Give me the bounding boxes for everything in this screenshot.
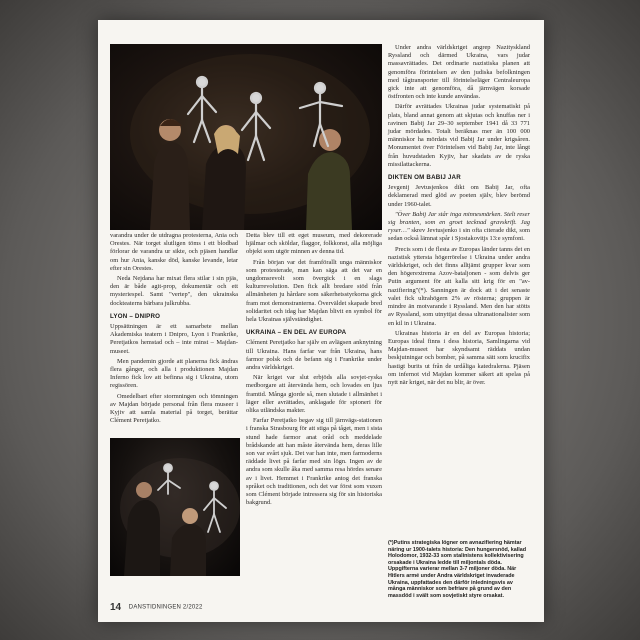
section-heading: LYON – DNIPRO bbox=[110, 312, 161, 320]
paragraph: Jevgenij Jevtusjenkos dikt om Babij Jar, ofta deklamerad med glöd av poeten själv, blev berömd under 1960-talet. bbox=[388, 184, 530, 208]
magazine-page bbox=[98, 20, 544, 622]
stage-photo-illustration bbox=[110, 44, 382, 230]
stage-photo-puppets bbox=[110, 438, 240, 576]
paragraph: Clément Peretjatko har själv en avlägsen anknytning till Ukraina. Hans farfar var från Ukraina, hans farmor polsk och de befann sig i Frankrike under andra världskriget. bbox=[246, 339, 382, 372]
footnote: (*)Putins strategiska lögner om avnazifiering hämtar näring ur 1900-talets historia: Den hungersnöd, kallad Holodomor, 1932-33 som stalinistens kollektivisering orsakade i Ukraina ledde till miljontals döda. Uppgifterna varierar mellan 3-7 miljoner döda. När Hitlers armé under Andra världskriget invaderade Ukraina, uppfattades den därför inledningsvis av många människor som befriare på grund av den massdöd i svält som sovjetiskt styre orsakat. bbox=[388, 540, 527, 599]
page-footer bbox=[110, 602, 530, 616]
column-3 bbox=[388, 44, 530, 389]
paragraph: Men pandemin gjorde att planerna fick ändras flera gånger, och alla i produktionen Majdan Inferno fick lov att befinna sig i Ukraina, utom regissören. bbox=[110, 357, 238, 390]
paragraph: Under andra världskriget angrep Nazityskland Ryssland och därmed Ukraina, vars judar massavrättades. Det ordinarie nazistiska planen att genomföra förintelsen av den judiska befolkningen med tågtransporter till förintelseläger Centraleuropa gick inte att genomföra, då järnvägen korsade östfronten och inte kunde användas. bbox=[388, 44, 530, 101]
page-number: 14 bbox=[110, 602, 122, 613]
section-heading: DIKTEN OM BABIJ JAR bbox=[388, 174, 461, 182]
stage-photo-illustration-2 bbox=[110, 438, 240, 576]
paragraph: När kriget var slut erbjöds alla sovjet-ryska medborgare att återvända hem, och lovades en ljus framtid. Många gjorde så, men slutade i allmänhet i läger eller avrättades, anklagade för spioneri för olika utländska makter. bbox=[246, 374, 382, 415]
paragraph: Neda Nejdana har mixat flera stilar i sin pjäs, den är både agit-prop, dokumentär och ett mysteriespel. Samt "vertep", den ukrainska dockteaterns bärbara julkrubba. bbox=[110, 275, 238, 307]
paragraph: Omedelbart efter stormningen och tömningen av Majdan började personal från flera museer i Kyjiv att samla material på torget, berättar Clément Peretjatko. bbox=[110, 392, 238, 425]
magazine-issue: DANSTIDNINGEN 2/2022 bbox=[128, 604, 203, 611]
paragraph: Uppsättningen är ett samarbete mellan Akademiska teatern i Dnipro, Lyon i Frankrike, Peretjatkos hemstad och – inte minst – Majdan-museet. bbox=[110, 323, 238, 355]
paragraph: Ukrainas historia är en del av Europas historia; Europas ideal finns i dess historia, Samlingarna vid Majdan-museet har skyndsamt räddats undan beskjutningar och bomber, på samma sätt som krucifix hastigt burits ut från de urdåliga katedralerna. Pjäsen om infernot vid Majdan kommer säkert att spelas på nytt när kriget, när det nu blir, är över. bbox=[388, 329, 530, 386]
poem-quote: "Över Babij Jar står inga minnesmärken. Stelt reser sig branten, som en groet tecknad gravskrift. Jag ryser…" bbox=[388, 210, 530, 235]
paragraph: Precis som i de flesta av Europas länder tanns det en nazistisk yttersta högerrörelse i Ukraina under andra världskriget, och det finns alltjämt grupper kvar som den högerextrema Azov-bataljonen - som delvis ger Putin argument för att kalla sitt krig för en "av-nazifiering"(*). Sanningen är dock att i det senaste valet fick ultrahögern 2% av rösterna; gruppen är mindre än motvarande i Ryssland. Men den har stötts av Ryssland, som utnyttjat dessa ultranationalister som en kil in i Ukraina. bbox=[388, 245, 530, 327]
column-1 bbox=[110, 232, 238, 427]
paragraph-with-quote bbox=[388, 211, 530, 244]
quote-tail: skrev Jevtusjenko i sin ofta citerade dikt, som sedan också lämnat spår i Sjostakovitjs 13:e symfoni. bbox=[388, 227, 530, 243]
column-2 bbox=[246, 232, 382, 510]
paragraph: Därför avrättades Ukrainas judar systematiskt på plats, bland annat genom att skjutas och knuffas ner i ravinen Babij Jar 29–30 september 1941 då 33 771 judar mördades. Totalt beräknas mer än 100 000 människor ha mördats vid Babij Jar under krigsåren. Monumentet över Förintelsen vid Babij Jar, inte långt från huvudstaden Kyjiv, har skadats av de ryska missilattackerna. bbox=[388, 103, 530, 168]
stage-photo-puppeteers bbox=[110, 44, 382, 230]
paragraph: Från början var det framförallt unga människor som protesterade, man kan säga att det var en ungdomsrevolt som övergick i en slags kulturrevolution. Den fick allt bredare stöd från allmänheten ju hårdare som säkerhetsstyrkorna gick fram mot demonstranterna. Överväldet skapade bred solidaritet och idag har Majdan blivit en symbol för hela Ukrainas självständighet. bbox=[246, 258, 382, 324]
section-heading: UKRAINA – EN DEL AV EUROPA bbox=[246, 329, 347, 337]
paragraph: Detta blev till ett eget museum, med dekorerade hjälmar och sköldar, flaggor, folkkonst, alla möjliga objekt som utgör minnen av denna tid. bbox=[246, 232, 382, 256]
paragraph: varandra under de utdragna protesterna, Ania och Orestes. När torget slutligen töms i ett blodbad förlorar de varandra ur sikte, och pjäsen handlar om hur Ania, kanske död, kanske levande, letar efter sin Orestes. bbox=[110, 232, 238, 272]
paragraph: Farfar Peretjatko begav sig till järnvägs-stationen i franska Strasbourg för att stiga på tåget, men i sista stund hade farmor anat oråd och meddelade brådskande att han måste återvända hem, deras lille son var svårt sjuk. Det var han inte, men farmoderns räddade livet på farfar med sin lögn. Ingen av de andra som skulle åka med samma resa hördes senare av i livet. Hemmet i Frankrike antog det franska språket och traditionen, och det var först som vuxen som Clément började intressera sig för sin historiska bakgrund. bbox=[246, 417, 382, 507]
